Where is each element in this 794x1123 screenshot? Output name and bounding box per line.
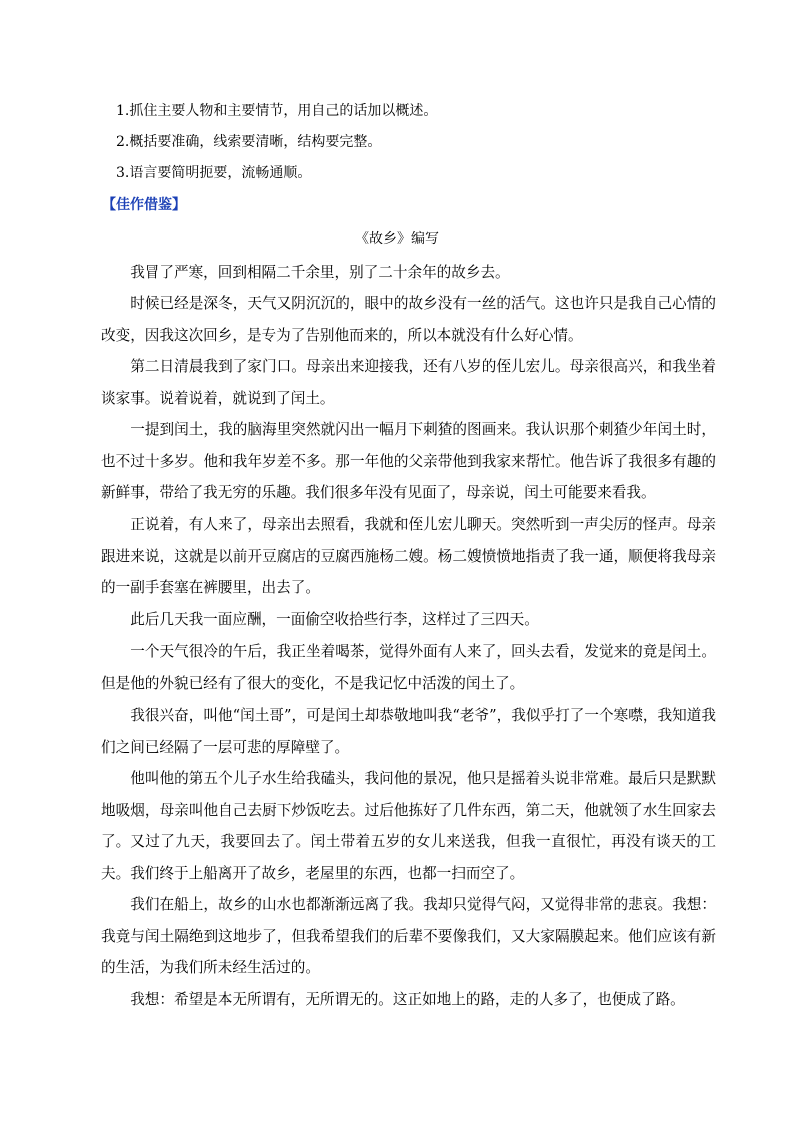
essay-title: 《故乡》编写 [355,231,439,247]
requirement-item: 1.抓住主要人物和主要情节，用自己的话加以概述。 [116,103,438,119]
essay-paragraph: 又过了九天，我要回去了。闰土带着五岁的女儿来送我，但我一直很忙，再没有谈天的工夫。我们终于上船离开了故乡，老屋里的东西，也都一扫而空了。 [101,833,716,882]
essay-paragraph: 第二日清晨我到了家门口。母亲出来迎接我，还有八岁的侄儿宏儿。母亲很高兴，和我坐着谈家事。说着说着，就说到了闰土。 [101,358,716,407]
section-label: 【佳作借鉴】 [102,197,186,213]
essay-paragraph: 正说着，有人来了，母亲出去照看，我就和侄儿宏儿聊天。突然听到一声尖厉的怪声。母亲跟进来说，这就是以前开豆腐店的豆腐西施杨二嫂。杨二嫂愤愤地指责了我一通，顺便将我母亲的一副手套塞在裤腰里，出去了。 [101,516,716,596]
essay-paragraph: 一提到闰土，我的脑海里突然就闪出一幅月下刺猹的图画来。我认识那个刺猹少年闰土时，也不过十多岁。他和我年岁差不多。那一年他的父亲带他到我家来帮忙。他告诉了我很多有趣的新鲜事，带给了我无穷的乐趣。我们很多年没有见面了，母亲说，闰土可能要来看我。 [101,421,716,501]
essay-paragraph: 我们在船上，故乡的山水也都渐渐远离了我。我却只觉得气闷，又觉得非常的悲哀。我想：我竟与闰土隔绝到这地步了，但我希望我们的后辈不要像我们，又大家隔膜起来。他们应该有新的生活，为我们所未经生活过的。 [101,896,716,976]
essay-paragraph: 我冒了严寒，回到相隔二千余里，别了二十余年的故乡去。 [130,264,510,281]
essay-paragraph: 我想：希望是本无所谓有，无所谓无的。这正如地上的路，走的人多了，也便成了路。 [130,991,685,1008]
essay-paragraph: 此后几天我一面应酬，一面偷空收拾些行李，这样过了三四天。 [130,611,539,628]
essay-paragraph: 我很兴奋，叫他“闰土哥”，可是闰土却恭敬地叫我“老爷”，我似乎打了一个寒噤，我知道我们之间已经隔了一层可悲的厚障壁了。 [101,707,716,756]
essay-paragraph: 时候已经是深冬，天气又阴沉沉的，眼中的故乡没有一丝的活气。这也许只是我自己心情的改变，因我这次回乡，是专为了告别他而来的，所以本就没有什么好心情。 [101,295,716,344]
essay-paragraph: 他叫他的第五个儿子水生给我磕头，我问他的景况，他只是摇着头说非常难。最后只是默默地吸烟，母亲叫他自己去厨下炒饭吃去。过后他拣好了几件东西，第二天，他就领了水生回家去了。 [101,770,716,850]
requirement-item: 3.语言要简明扼要，流畅通顺。 [116,165,312,181]
requirement-item: 2.概括要准确，线索要清晰，结构要完整。 [116,134,382,150]
essay-paragraph: 一个天气很冷的午后，我正坐着喝茶，觉得外面有人来了，回头去看，发觉来的竟是闰土。但是他的外貌已经有了很大的变化，不是我记忆中活泼的闰土了。 [101,643,716,692]
